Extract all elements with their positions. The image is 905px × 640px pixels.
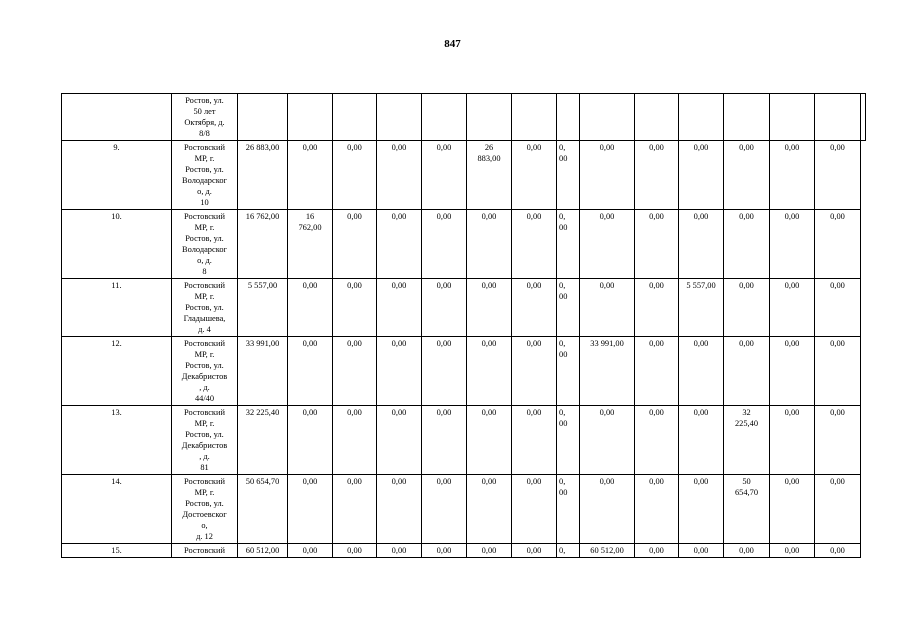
- row-number-cell: 12.: [62, 337, 172, 406]
- value-cell: 0,00: [377, 406, 422, 475]
- row-number-cell: 13.: [62, 406, 172, 475]
- value-cell: 0,00: [333, 337, 377, 406]
- table-row: [62, 544, 866, 558]
- value-cell: 26 883,00: [467, 141, 512, 210]
- value-cell: 0,00: [679, 210, 724, 279]
- value-cell: 16 762,00: [238, 210, 288, 279]
- value-cell: 0,00: [815, 210, 861, 279]
- value-cell: 0,00: [815, 544, 861, 558]
- row-number-cell: [62, 94, 172, 141]
- address-cell: Ростовский МР, г. Ростов, ул. Володарског о, д. 8: [172, 210, 238, 279]
- value-cell: [288, 94, 333, 141]
- value-cell: 0,00: [377, 279, 422, 337]
- value-cell: 0, 00: [557, 406, 580, 475]
- value-cell: 5 557,00: [679, 279, 724, 337]
- value-cell: 0,00: [635, 141, 679, 210]
- value-cell: 0,00: [724, 337, 770, 406]
- value-cell: [557, 94, 580, 141]
- value-cell: 0,00: [815, 279, 861, 337]
- value-cell: 0,00: [770, 475, 815, 544]
- value-cell: 0,00: [635, 210, 679, 279]
- value-cell: 60 512,00: [238, 544, 288, 558]
- value-cell: 0,00: [288, 337, 333, 406]
- row-number-cell: 15.: [62, 544, 172, 558]
- value-cell: 0,00: [512, 210, 557, 279]
- value-cell: 0,00: [422, 210, 467, 279]
- budget-table: [61, 93, 866, 558]
- value-cell: 0,00: [770, 337, 815, 406]
- value-cell: 0,00: [467, 475, 512, 544]
- value-cell: [861, 94, 866, 141]
- address-cell: Ростовский: [172, 544, 238, 558]
- value-cell: 0,00: [512, 337, 557, 406]
- value-cell: 0,00: [333, 475, 377, 544]
- address-cell: Ростов, ул. 50 лет Октября, д. 8/8: [172, 94, 238, 141]
- value-cell: 0,00: [377, 475, 422, 544]
- value-cell: 32 225,40: [238, 406, 288, 475]
- value-cell: 0, 00: [557, 210, 580, 279]
- value-cell: [422, 94, 467, 141]
- table-row: [62, 94, 866, 141]
- value-cell: 0,00: [512, 406, 557, 475]
- value-cell: 0,00: [770, 210, 815, 279]
- value-cell: 0, 00: [557, 279, 580, 337]
- value-cell: 0,00: [679, 337, 724, 406]
- value-cell: 0,00: [635, 475, 679, 544]
- value-cell: 0,00: [333, 210, 377, 279]
- value-cell: [238, 94, 288, 141]
- value-cell: 0,00: [724, 279, 770, 337]
- value-cell: 50 654,70: [238, 475, 288, 544]
- table-row: [62, 279, 866, 337]
- value-cell: 16 762,00: [288, 210, 333, 279]
- value-cell: 0,00: [770, 406, 815, 475]
- value-cell: 0,00: [679, 475, 724, 544]
- value-cell: 0, 00: [557, 475, 580, 544]
- value-cell: 0,00: [512, 279, 557, 337]
- value-cell: 0,00: [422, 406, 467, 475]
- value-cell: 0,00: [815, 337, 861, 406]
- address-cell: Ростовский МР, г. Ростов, ул. Декабристов , д. 81: [172, 406, 238, 475]
- value-cell: 0,00: [377, 210, 422, 279]
- value-cell: 0,00: [288, 141, 333, 210]
- value-cell: [580, 94, 635, 141]
- row-number-cell: 14.: [62, 475, 172, 544]
- value-cell: 0,00: [512, 475, 557, 544]
- value-cell: [679, 94, 724, 141]
- value-cell: [635, 94, 679, 141]
- value-cell: 33 991,00: [238, 337, 288, 406]
- value-cell: 0,00: [815, 475, 861, 544]
- value-cell: 0,00: [679, 544, 724, 558]
- value-cell: 0,00: [467, 337, 512, 406]
- value-cell: 0,00: [288, 475, 333, 544]
- value-cell: 0,00: [467, 544, 512, 558]
- value-cell: 32 225,40: [724, 406, 770, 475]
- value-cell: [724, 94, 770, 141]
- value-cell: 0,00: [635, 544, 679, 558]
- value-cell: 0,00: [512, 141, 557, 210]
- value-cell: [333, 94, 377, 141]
- value-cell: 0,00: [422, 475, 467, 544]
- address-cell: Ростовский МР, г. Ростов, ул. Достоевског о, д. 12: [172, 475, 238, 544]
- value-cell: 0,00: [377, 141, 422, 210]
- value-cell: 0,00: [635, 337, 679, 406]
- value-cell: 0,00: [635, 406, 679, 475]
- value-cell: 0,00: [635, 279, 679, 337]
- value-cell: 0,00: [333, 406, 377, 475]
- table-row: [62, 475, 866, 544]
- row-number-cell: 11.: [62, 279, 172, 337]
- value-cell: 0,00: [679, 406, 724, 475]
- value-cell: 0,00: [333, 141, 377, 210]
- value-cell: 0, 00: [557, 141, 580, 210]
- value-cell: 0,00: [288, 544, 333, 558]
- table-body: [62, 94, 866, 558]
- value-cell: 0,00: [724, 544, 770, 558]
- value-cell: 0, 00: [557, 337, 580, 406]
- value-cell: 0,00: [724, 210, 770, 279]
- value-cell: 0,00: [580, 279, 635, 337]
- row-number-cell: 10.: [62, 210, 172, 279]
- value-cell: 0,00: [467, 210, 512, 279]
- address-cell: Ростовский МР, г. Ростов, ул. Гладышева, д. 4: [172, 279, 238, 337]
- value-cell: 0,00: [770, 279, 815, 337]
- value-cell: 0,00: [288, 279, 333, 337]
- value-cell: 0,00: [288, 406, 333, 475]
- value-cell: 33 991,00: [580, 337, 635, 406]
- value-cell: 0,00: [580, 406, 635, 475]
- table-row: [62, 210, 866, 279]
- value-cell: 0,00: [422, 544, 467, 558]
- value-cell: 0,00: [512, 544, 557, 558]
- value-cell: 50 654,70: [724, 475, 770, 544]
- value-cell: 0,00: [422, 279, 467, 337]
- value-cell: [770, 94, 815, 141]
- value-cell: 0,00: [580, 210, 635, 279]
- value-cell: 0,00: [333, 544, 377, 558]
- value-cell: [815, 94, 861, 141]
- value-cell: 0,00: [333, 279, 377, 337]
- value-cell: 0,: [557, 544, 580, 558]
- value-cell: [467, 94, 512, 141]
- value-cell: 0,00: [815, 141, 861, 210]
- table-row: [62, 406, 866, 475]
- value-cell: [512, 94, 557, 141]
- address-cell: Ростовский МР, г. Ростов, ул. Володарског о, д. 10: [172, 141, 238, 210]
- table-row: [62, 337, 866, 406]
- value-cell: 0,00: [422, 141, 467, 210]
- value-cell: 26 883,00: [238, 141, 288, 210]
- value-cell: 0,00: [679, 141, 724, 210]
- row-number-cell: 9.: [62, 141, 172, 210]
- table-row: [62, 141, 866, 210]
- value-cell: 0,00: [467, 406, 512, 475]
- value-cell: 0,00: [770, 141, 815, 210]
- value-cell: 0,00: [422, 337, 467, 406]
- value-cell: 0,00: [770, 544, 815, 558]
- value-cell: 0,00: [815, 406, 861, 475]
- page-number: 847: [444, 38, 461, 50]
- value-cell: 0,00: [724, 141, 770, 210]
- value-cell: 0,00: [377, 544, 422, 558]
- value-cell: 5 557,00: [238, 279, 288, 337]
- value-cell: 0,00: [377, 337, 422, 406]
- value-cell: 0,00: [467, 279, 512, 337]
- address-cell: Ростовский МР, г. Ростов, ул. Декабристов , д. 44/40: [172, 337, 238, 406]
- value-cell: 0,00: [580, 141, 635, 210]
- value-cell: 0,00: [580, 475, 635, 544]
- value-cell: [377, 94, 422, 141]
- value-cell: 60 512,00: [580, 544, 635, 558]
